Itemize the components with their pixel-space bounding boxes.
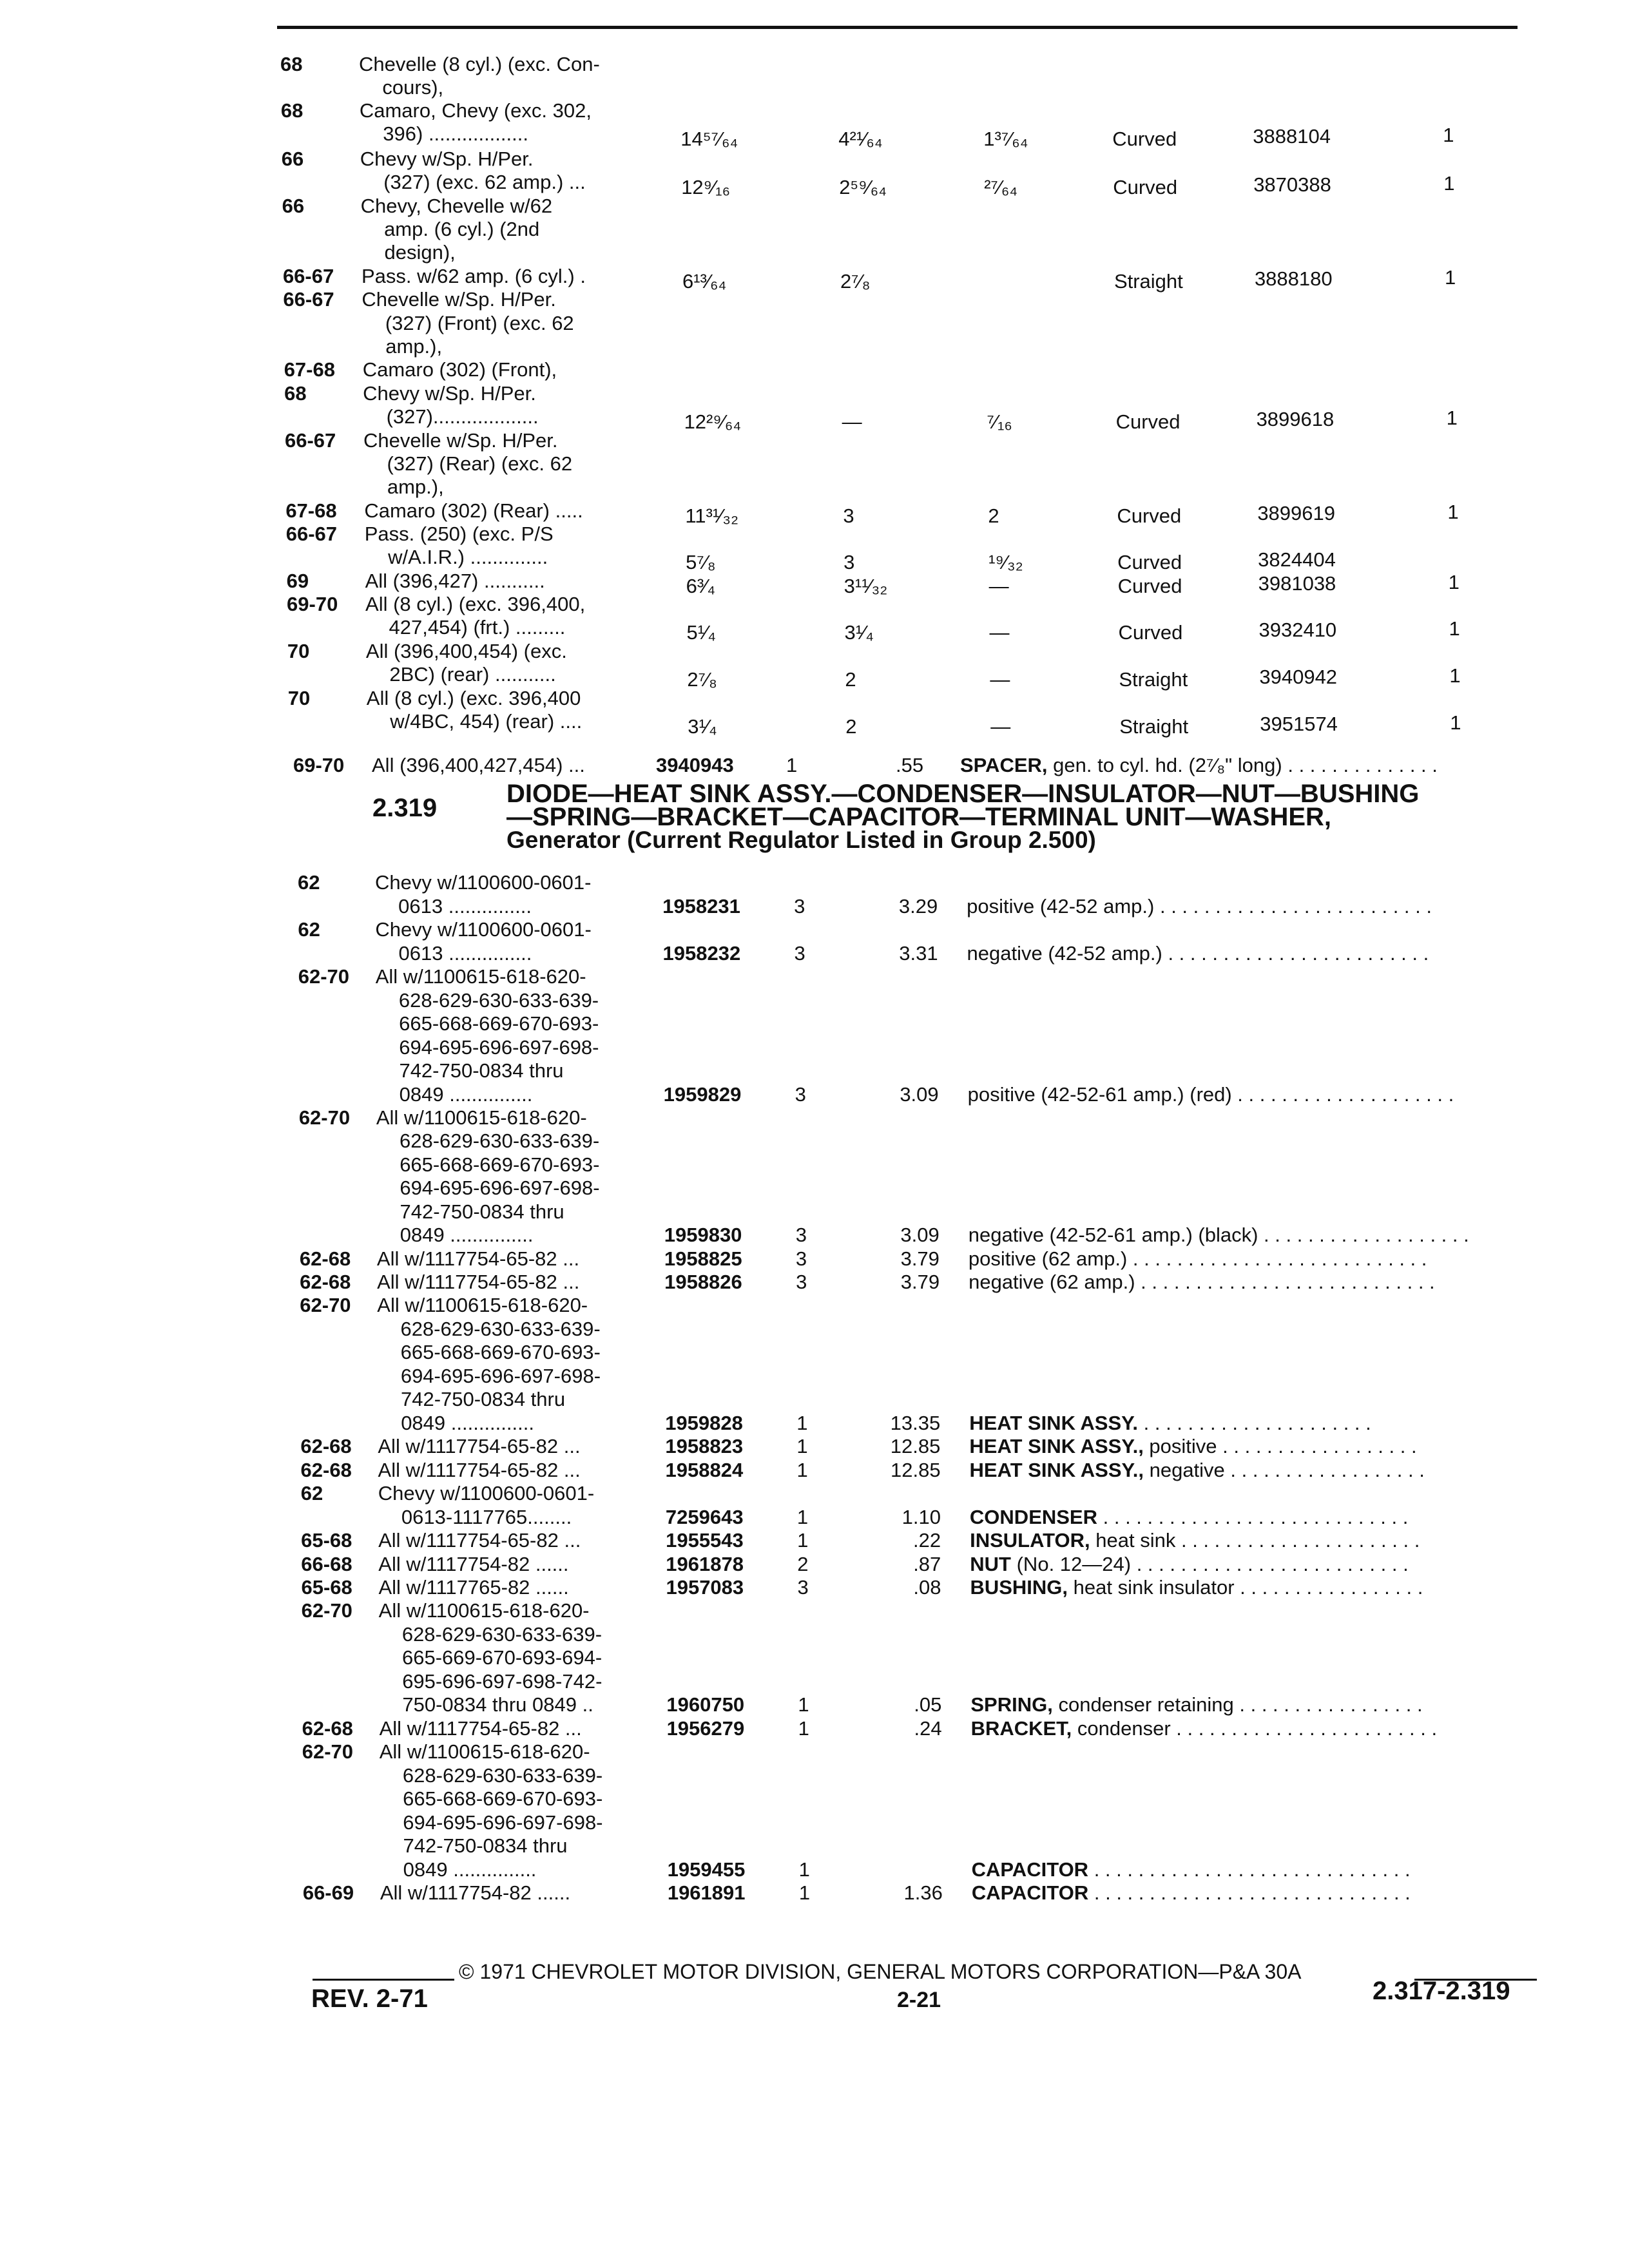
row-dimension-c: — — [989, 621, 1010, 644]
row-quantity: 3 — [797, 1576, 809, 1599]
row-description: Camaro (302) (Front), — [362, 358, 557, 381]
row-type: Curved — [1115, 410, 1181, 433]
row-description: Chevy w/Sp. H/Per. — [360, 148, 534, 170]
row-quantity: 1 — [1447, 501, 1459, 523]
row-description: 0613-1117765........ — [401, 1506, 572, 1528]
row-year: 62-70 — [300, 1294, 351, 1316]
row-year: 62 — [298, 871, 320, 894]
row-item-detail: positive . . . . . . . . . . . . . . . . . . — [1143, 1435, 1417, 1457]
spacer-qty: 1 — [786, 754, 798, 776]
row-item-name: NUT — [970, 1553, 1011, 1575]
row-quantity: 1 — [797, 1529, 809, 1552]
row-description: Chevy, Chevelle w/62 — [360, 195, 553, 217]
row-description: 742-750-0834 thru — [403, 1834, 568, 1857]
row-description: Chevelle (8 cyl.) (exc. Con- — [359, 53, 600, 75]
row-description: amp. (6 cyl.) (2nd — [384, 218, 540, 240]
row-description: 665-668-669-670-693- — [399, 1012, 599, 1035]
row-description: 628-629-630-633-639- — [400, 1129, 600, 1152]
row-type: Curved — [1118, 621, 1183, 644]
row-quantity: 3 — [794, 942, 805, 965]
row-item-detail: heat sink . . . . . . . . . . . . . . . . . . . . . . — [1090, 1529, 1420, 1552]
row-item-name: BUSHING, — [970, 1576, 1068, 1599]
row-description: 2BC) (rear) ........... — [389, 663, 556, 686]
row-item-detail: condenser . . . . . . . . . . . . . . . . . . . . . . . . — [1072, 1717, 1438, 1740]
row-item-name: CAPACITOR — [971, 1881, 1089, 1904]
row-dimension-b: 3¹¹⁄₃₂ — [843, 575, 888, 597]
row-year: 66-67 — [285, 429, 336, 452]
row-item-name: SPRING, — [970, 1693, 1053, 1716]
footer-copyright: © 1971 CHEVROLET MOTOR DIVISION, GENERAL MOTORS CORPORATION—P&A 30A — [459, 1960, 1302, 1983]
row-item-description — [971, 1717, 1438, 1740]
row-dimension-b: 2⁷⁄₈ — [840, 270, 871, 293]
row-item-description — [970, 1693, 1422, 1716]
row-price: 13.35 — [890, 1412, 941, 1434]
row-description: Chevy w/1100600-0601- — [378, 1482, 595, 1504]
row-quantity: 2 — [797, 1553, 809, 1575]
row-year: 62-68 — [299, 1247, 351, 1270]
row-quantity: 1 — [796, 1412, 808, 1434]
row-part-number: 3888180 — [1254, 267, 1333, 290]
row-quantity: 1 — [1443, 172, 1455, 195]
row-item-detail: . . . . . . . . . . . . . . . . . . . . . — [1138, 1412, 1371, 1434]
row-quantity: 1 — [1446, 407, 1458, 429]
row-part-number: 1961878 — [666, 1553, 744, 1575]
row-description: All w/1100615-618-620- — [377, 1294, 588, 1316]
row-dimension-b: 3¹⁄₄ — [844, 621, 874, 644]
row-item-description — [969, 1412, 1371, 1435]
row-description: 0849 ............... — [400, 1224, 534, 1246]
row-description: 0849 ............... — [401, 1412, 534, 1434]
row-dimension-a: 3¹⁄₄ — [688, 715, 717, 738]
row-price: 12.85 — [890, 1435, 941, 1457]
row-item-description — [970, 1576, 1423, 1599]
row-description: All w/1117765-82 ...... — [378, 1576, 569, 1599]
footer-rule-left — [313, 1979, 454, 1981]
row-year: 66 — [281, 148, 304, 170]
row-quantity: 3 — [795, 1247, 807, 1270]
row-description: All w/1117754-65-82 ... — [377, 1271, 580, 1293]
row-quantity: 1 — [798, 1693, 809, 1716]
section-title-line2: —SPRING—BRACKET—CAPACITOR—TERMINAL UNIT—WASHER, — [506, 803, 1332, 831]
row-type: Straight — [1113, 270, 1183, 293]
row-description: 0613 ............... — [398, 895, 532, 918]
row-part-number: 1958231 — [662, 895, 740, 918]
row-dimension-a: 6¹³⁄₆₄ — [682, 270, 727, 293]
row-quantity: 1 — [796, 1459, 808, 1481]
row-year: 69 — [286, 570, 309, 592]
row-part-number: 1958824 — [665, 1459, 744, 1481]
row-dimension-a: 5⁷⁄₈ — [686, 551, 716, 573]
row-description: 694-695-696-697-698- — [399, 1036, 599, 1059]
row-description: 628-629-630-633-639- — [400, 1318, 601, 1340]
row-description: amp.), — [385, 335, 443, 358]
row-description: All w/1100615-618-620- — [379, 1740, 590, 1763]
row-item-description — [970, 1506, 1408, 1529]
row-description: 742-750-0834 thru — [400, 1200, 564, 1223]
row-description: Pass. w/62 amp. (6 cyl.) . — [361, 265, 586, 287]
row-item-name: CAPACITOR — [971, 1858, 1089, 1881]
row-price: 1.10 — [901, 1506, 941, 1528]
row-dimension-b: 2⁵⁹⁄₆₄ — [839, 176, 887, 198]
row-description: 742-750-0834 thru — [399, 1059, 564, 1082]
row-part-number: 3981038 — [1258, 572, 1336, 595]
row-part-number: 7259643 — [665, 1506, 744, 1528]
row-item-description — [969, 1224, 1469, 1247]
row-dimension-a: 6³⁄₄ — [686, 575, 716, 597]
row-description: 396) .................. — [383, 122, 528, 145]
row-item-detail: negative (42-52 amp.) . . . . . . . . . . . . . . . . . . . . . . . . — [967, 942, 1429, 965]
row-year: 62-68 — [300, 1271, 351, 1293]
row-description: All (396,427) ........... — [365, 570, 545, 592]
row-part-number: 3870388 — [1253, 173, 1331, 196]
row-year: 66-69 — [302, 1881, 354, 1904]
row-part-number: 3824404 — [1258, 548, 1336, 571]
row-part-number: 3932410 — [1258, 619, 1337, 641]
row-dimension-a: 2⁷⁄₈ — [687, 668, 717, 691]
spacer-text: SPACER, gen. to cyl. hd. (2⁷⁄₈" long) . . . . . . . . . . . . . . — [960, 754, 1438, 776]
row-part-number: 1960750 — [666, 1693, 745, 1716]
row-quantity: 3 — [795, 1083, 806, 1106]
row-year: 62 — [298, 918, 320, 941]
row-description: Chevelle w/Sp. H/Per. — [363, 429, 558, 452]
row-quantity: 1 — [1449, 617, 1460, 640]
row-item-description — [969, 1271, 1435, 1294]
row-year: 62-68 — [302, 1717, 353, 1740]
row-price: .87 — [913, 1553, 941, 1575]
row-description: 0613 ............... — [398, 942, 532, 965]
row-year: 62 — [300, 1482, 323, 1504]
row-year: 62-70 — [298, 965, 350, 988]
row-price: .24 — [914, 1717, 942, 1740]
row-quantity: 1 — [796, 1435, 808, 1457]
row-year: 70 — [287, 640, 310, 662]
footer-page-number: 2-21 — [897, 1988, 941, 2012]
row-item-description — [969, 1435, 1416, 1458]
row-year: 69-70 — [287, 593, 338, 615]
row-quantity: 1 — [798, 1717, 809, 1740]
row-price: 3.29 — [898, 895, 938, 918]
row-part-number: 1959829 — [663, 1083, 742, 1106]
row-part-number: 1956279 — [666, 1717, 745, 1740]
row-price: 3.31 — [899, 942, 938, 965]
row-year: 66-67 — [285, 523, 338, 545]
row-description: (327) (Front) (exc. 62 — [385, 312, 574, 334]
row-item-detail: negative (42-52-61 amp.) (black) . . . . . . . . . . . . . . . . . . . — [968, 1224, 1469, 1246]
row-description: All w/1117754-65-82 ... — [376, 1247, 580, 1270]
row-quantity: 1 — [798, 1881, 811, 1904]
row-dimension-c: ²⁷⁄₆₄ — [984, 176, 1018, 198]
row-quantity: 1 — [798, 1858, 810, 1881]
row-description: All w/1100615-618-620- — [376, 1106, 587, 1129]
row-description: 628-629-630-633-639- — [402, 1764, 603, 1787]
row-part-number: 1961891 — [667, 1881, 746, 1904]
row-year: 65-68 — [301, 1576, 352, 1599]
row-dimension-b: 2 — [845, 668, 856, 691]
row-description: Chevelle w/Sp. H/Per. — [361, 288, 556, 311]
row-price: .08 — [913, 1576, 941, 1599]
row-item-description — [969, 1247, 1427, 1271]
row-part-number: 3940942 — [1259, 666, 1338, 688]
row-description: w/4BC, 454) (rear) .... — [390, 710, 583, 733]
row-item-description — [967, 895, 1432, 918]
row-item-detail: positive (42-52-61 amp.) (red) . . . . . . . . . . . . . . . . . . . . — [967, 1083, 1454, 1106]
row-description: 665-668-669-670-693- — [403, 1787, 603, 1810]
row-item-description — [970, 1529, 1420, 1552]
row-description: All (8 cyl.) (exc. 396,400 — [366, 687, 581, 709]
row-item-name: BRACKET, — [970, 1717, 1072, 1740]
row-description: amp.), — [387, 476, 444, 498]
row-price: 3.79 — [900, 1271, 940, 1293]
row-description: Camaro (302) (Rear) ..... — [364, 499, 583, 522]
footer-revision: REV. 2-71 — [311, 1984, 428, 2013]
spacer-year: 69-70 — [293, 754, 345, 776]
row-description: 0849 ............... — [403, 1858, 537, 1881]
row-item-detail: . . . . . . . . . . . . . . . . . . . . . . . . . . . . . — [1088, 1881, 1411, 1904]
row-description: (327)................... — [386, 405, 539, 428]
row-quantity: 1 — [1450, 711, 1461, 734]
row-item-detail: positive (62 amp.) . . . . . . . . . . . . . . . . . . . . . . . . . . . — [968, 1247, 1427, 1270]
row-year: 62-70 — [298, 1106, 351, 1129]
row-item-description — [972, 1881, 1411, 1905]
row-type: Straight — [1119, 715, 1189, 738]
row-part-number: 1958825 — [664, 1247, 742, 1270]
row-part-number: 3899618 — [1256, 408, 1335, 430]
row-dimension-c: ⁷⁄₁₆ — [987, 410, 1012, 433]
row-description: 694-695-696-697-698- — [400, 1365, 601, 1387]
row-description: 750-0834 thru 0849 .. — [402, 1693, 593, 1716]
row-type: Curved — [1117, 505, 1182, 527]
row-description: All w/1100615-618-620- — [375, 965, 586, 988]
row-year: 66 — [282, 195, 305, 217]
row-quantity: 1 — [1448, 571, 1460, 593]
row-item-name: HEAT SINK ASSY., — [969, 1459, 1144, 1481]
row-item-description — [968, 1083, 1454, 1106]
row-description: (327) (Rear) (exc. 62 — [387, 452, 573, 475]
row-item-name: INSULATOR, — [970, 1529, 1090, 1552]
row-description: All w/1117754-65-82 ... — [378, 1435, 581, 1457]
row-quantity: 1 — [1449, 664, 1461, 687]
row-part-number: 1959828 — [665, 1412, 743, 1434]
row-description: cours), — [382, 76, 444, 99]
row-description: 695-696-697-698-742- — [402, 1670, 602, 1693]
row-description: All (8 cyl.) (exc. 396,400, — [365, 593, 586, 615]
row-year: 62-68 — [300, 1459, 352, 1481]
row-description: All w/1117754-82 ...... — [380, 1881, 571, 1904]
row-description: Camaro, Chevy (exc. 302, — [359, 99, 592, 122]
row-type: Curved — [1117, 575, 1182, 597]
row-item-name: HEAT SINK ASSY. — [969, 1412, 1139, 1434]
row-description: 694-695-696-697-698- — [400, 1177, 600, 1199]
row-description: Chevy w/Sp. H/Per. — [363, 382, 536, 405]
row-description: 628-629-630-633-639- — [401, 1623, 602, 1646]
row-year: 70 — [287, 687, 311, 709]
row-dimension-b: 2 — [845, 715, 857, 738]
section-title-line1: DIODE—HEAT SINK ASSY.—CONDENSER—INSULATOR—NUT—BUSHING — [506, 780, 1420, 808]
row-part-number: 1958232 — [662, 942, 741, 965]
footer-section-range: 2.317-2.319 — [1373, 1977, 1510, 2005]
row-item-detail: negative . . . . . . . . . . . . . . . . . . — [1143, 1459, 1425, 1481]
row-dimension-c: — — [990, 715, 1011, 738]
row-quantity: 3 — [796, 1271, 807, 1293]
row-year: 67-68 — [284, 358, 335, 381]
row-description: 742-750-0834 thru — [401, 1388, 566, 1410]
row-item-name: HEAT SINK ASSY., — [969, 1435, 1144, 1457]
row-item-detail: . . . . . . . . . . . . . . . . . . . . . . . . . . . . — [1097, 1506, 1409, 1528]
top-rule — [277, 26, 1518, 29]
row-description: All w/1117754-65-82 ... — [378, 1529, 581, 1552]
row-price: 3.79 — [900, 1247, 940, 1270]
section-title-line3: Generator (Current Regulator Listed in Group 2.500) — [506, 827, 1096, 853]
row-description: 0849 ............... — [399, 1083, 533, 1106]
row-price: 3.09 — [900, 1083, 939, 1106]
row-dimension-b: 4²¹⁄₆₄ — [838, 128, 883, 150]
spacer-desc: All (396,400,427,454) ... — [372, 754, 585, 776]
row-description: All w/1117754-65-82 ... — [378, 1459, 581, 1481]
row-description: All w/1100615-618-620- — [378, 1599, 590, 1622]
row-year: 66-67 — [283, 288, 334, 311]
row-year: 66-67 — [282, 265, 334, 287]
row-part-number: 1959455 — [667, 1858, 746, 1881]
row-price: 3.09 — [900, 1224, 940, 1246]
row-part-number: 3888104 — [1253, 125, 1331, 148]
row-description: Chevy w/1100600-0601- — [375, 871, 592, 894]
row-type: Curved — [1112, 128, 1177, 150]
row-type: Curved — [1117, 551, 1182, 573]
row-dimension-c: 2 — [988, 505, 999, 527]
row-item-description — [970, 1459, 1425, 1482]
row-item-description — [967, 942, 1429, 965]
row-item-detail: (No. 12—24) . . . . . . . . . . . . . . . . . . . . . . . . . — [1011, 1553, 1409, 1575]
row-part-number: 3951574 — [1260, 713, 1338, 735]
row-part-number: 1958826 — [664, 1271, 742, 1293]
row-dimension-b: — — [842, 410, 862, 433]
row-year: 68 — [280, 53, 303, 75]
row-year: 62-70 — [302, 1740, 354, 1763]
row-price: 12.85 — [890, 1459, 941, 1481]
row-dimension-a: 14⁵⁷⁄₆₄ — [680, 128, 738, 150]
row-year: 68 — [280, 99, 304, 122]
row-dimension-a: 11³¹⁄₃₂ — [685, 505, 738, 527]
row-quantity: 3 — [795, 1224, 807, 1246]
row-year: 66-68 — [301, 1553, 352, 1575]
row-item-detail: positive (42-52 amp.) . . . . . . . . . . . . . . . . . . . . . . . . . — [967, 895, 1432, 918]
row-year: 67-68 — [285, 499, 337, 522]
row-part-number: 3899619 — [1257, 502, 1335, 524]
row-part-number: 1959830 — [664, 1224, 742, 1246]
row-year: 62-68 — [300, 1435, 352, 1457]
row-description: 665-669-670-693-694- — [402, 1646, 602, 1669]
row-dimension-c: ¹⁹⁄₃₂ — [988, 551, 1023, 573]
row-price: 1.36 — [903, 1881, 943, 1904]
row-description: 694-695-696-697-698- — [403, 1811, 603, 1834]
row-description: 665-668-669-670-693- — [400, 1341, 601, 1363]
row-description: design), — [384, 241, 456, 264]
row-description: All w/1117754-82 ...... — [378, 1553, 569, 1575]
row-type: Straight — [1119, 668, 1188, 691]
row-item-detail: heat sink insulator . . . . . . . . . . . . . . . . . — [1068, 1576, 1423, 1599]
row-dimension-b: 3 — [843, 551, 855, 573]
row-description: 665-668-669-670-693- — [400, 1153, 600, 1176]
row-item-detail: negative (62 amp.) . . . . . . . . . . . . . . . . . . . . . . . . . . . — [969, 1271, 1435, 1293]
row-description: w/A.I.R.) .............. — [388, 546, 548, 568]
section-number: 2.319 — [372, 794, 438, 822]
row-description: 628-629-630-633-639- — [398, 989, 599, 1012]
row-description: All w/1117754-65-82 ... — [379, 1717, 582, 1740]
row-part-number: 1958823 — [665, 1435, 744, 1457]
row-dimension-a: 12⁹⁄₁₆ — [681, 176, 731, 198]
row-quantity: 1 — [1444, 266, 1456, 289]
row-price: .22 — [913, 1529, 941, 1552]
row-year: 65-68 — [301, 1529, 352, 1552]
row-quantity: 1 — [796, 1506, 809, 1528]
row-year: 62-70 — [301, 1599, 352, 1622]
row-year: 68 — [284, 382, 307, 405]
row-dimension-b: 3 — [843, 505, 854, 527]
row-dimension-c: 1³⁷⁄₆₄ — [983, 128, 1028, 150]
row-type: Curved — [1113, 176, 1178, 198]
row-part-number: 1957083 — [666, 1576, 744, 1599]
row-quantity: 1 — [1443, 124, 1454, 146]
row-item-description — [972, 1858, 1411, 1881]
row-description: All (396,400,454) (exc. — [365, 640, 567, 662]
row-item-detail: . . . . . . . . . . . . . . . . . . . . . . . . . . . . . — [1088, 1858, 1411, 1881]
row-item-description — [970, 1553, 1408, 1576]
row-dimension-c: — — [990, 668, 1010, 691]
row-description: Pass. (250) (exc. P/S — [364, 523, 554, 545]
row-price: .05 — [914, 1693, 942, 1716]
spacer-price: .55 — [896, 754, 924, 776]
spacer-part: 3940943 — [656, 754, 734, 776]
row-dimension-a: 12²⁹⁄₆₄ — [684, 410, 741, 433]
row-item-detail: condenser retaining . . . . . . . . . . . . . . . . . — [1052, 1693, 1423, 1716]
row-dimension-a: 5¹⁄₄ — [686, 621, 716, 644]
row-dimension-c: — — [988, 575, 1009, 597]
row-description: Chevy w/1100600-0601- — [375, 918, 592, 941]
row-item-name: CONDENSER — [969, 1506, 1098, 1528]
row-quantity: 3 — [794, 895, 805, 918]
row-description: (327) (exc. 62 amp.) ... — [383, 171, 586, 193]
row-description: 427,454) (frt.) ......... — [389, 616, 566, 639]
row-part-number: 1955543 — [666, 1529, 744, 1552]
